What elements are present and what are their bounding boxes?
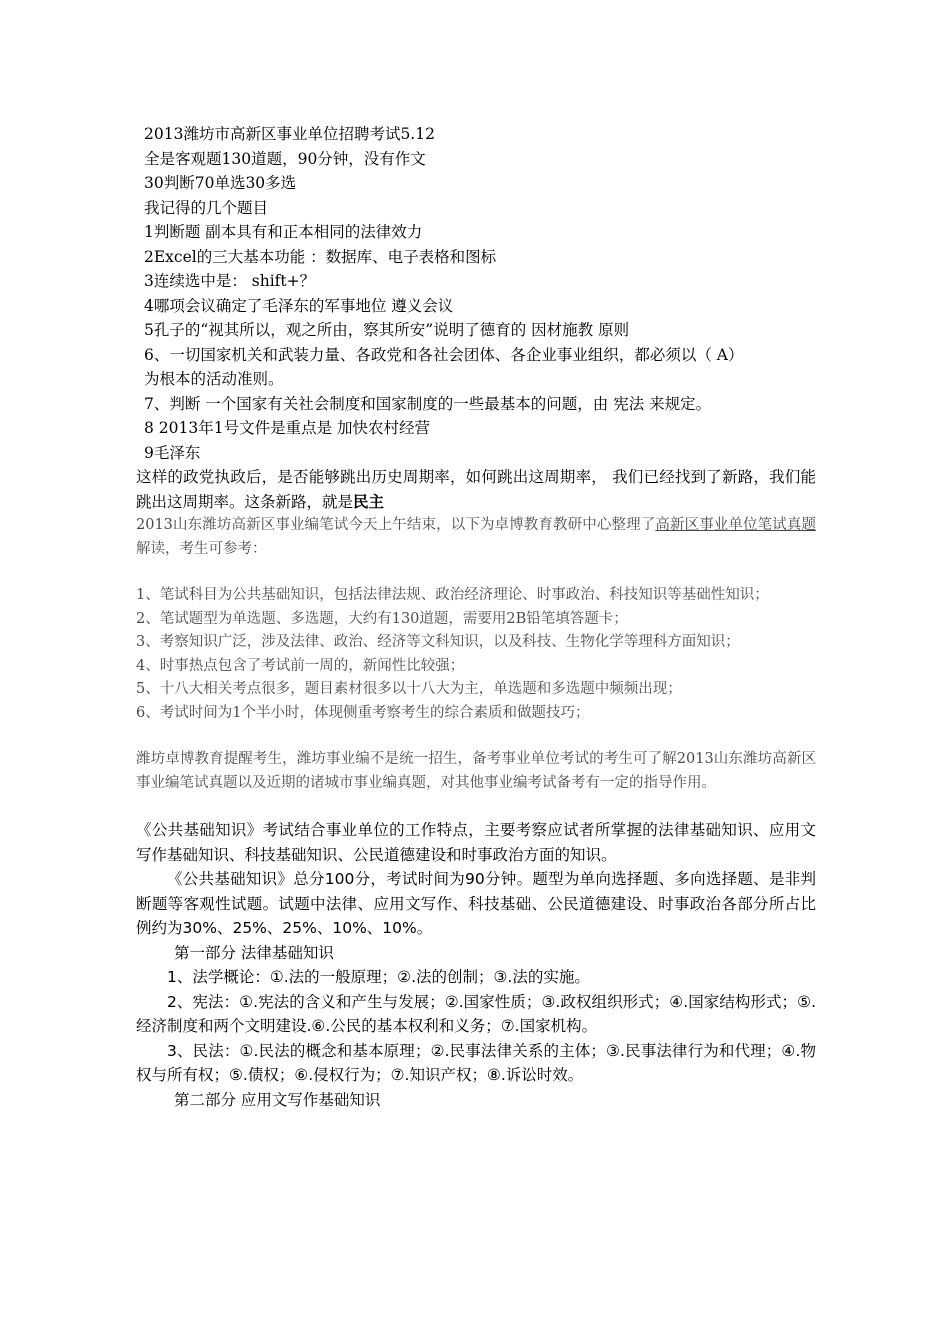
question-item: 2Excel的三大基本功能 ：数据库、电子表格和图标 (144, 247, 497, 266)
part1-title: 第一部分 法律基础知识 (174, 943, 334, 962)
syllabus-scoring: 《公共基础知识》总分100分，考试时间为90分钟。题型为单向选择题、多向选择题、是非判断题等客观性试题。试题中法律、应用文写作、科技基础、公民道德建设、时事政治各部分所占比例约为30%、25%、25%、10%、10%。 (136, 870, 816, 937)
intro-prefix: 2013山东潍坊高新区事业编笔试今天上午结束，以下为卓博教育教研中心整理了 (136, 517, 656, 533)
intro-suffix: 解读，考生可参考： (136, 540, 267, 557)
question-item-continued: 为根本的活动准则。 (144, 370, 284, 388)
question-item: 6、一切国家机关和武装力量、各政党和各社会团体、各企业事业组织，都必须以（ A） (144, 345, 744, 364)
question-item: 8 2013年1号文件是重点是 加快农村经营 (144, 419, 431, 437)
part2-title: 第二部分 应用文写作基础知识 (174, 1090, 381, 1109)
part1-item: 1、法学概论：①.法的一般原理；②.法的创制；③.法的实施。 (167, 968, 590, 986)
syllabus-intro: 《公共基础知识》考试结合事业单位的工作特点，主要考察应试者所掌握的法律基础知识、应用文写作基础知识、科技基础知识、公民道德建设和时事政治方面的知识。 (136, 821, 816, 864)
remembered-questions-heading: 我记得的几个题目 (144, 198, 269, 217)
question-item: 4哪项会议确定了毛泽东的军事地位 遵义会议 (144, 296, 454, 315)
question-item: 5孔子的“视其所以，观之所由，察其所安”说明了德育的 因材施教 原则 (144, 321, 630, 339)
point-item: 4、时事热点包含了考试前一周的，新闻性比较强； (136, 657, 465, 674)
part1-item: 2、宪法：①.宪法的含义和产生与发展；②.国家性质；③.政权组织形式；④.国家结构形式；⑤.经济制度和两个文明建设.⑥.公民的基本权利和义务；⑦.国家机构。 (136, 992, 816, 1035)
point-item: 5、十八大相关考点很多，题目素材很多以十八大为主，单选题和多选题中频频出现； (136, 681, 682, 697)
document-page (136, 122, 816, 1112)
point-item: 1、笔试科目为公共基础知识，包括法律法规、政治经济理论、时事政治、科技知识等基础性知识； (136, 587, 769, 603)
point-item: 6、考试时间为1个半小时，体现侧重考察考生的综合素质和做题技巧； (136, 704, 590, 721)
quote-text: 这样的政党执政后，是否能够跳出历史周期率，如何跳出这周期率， 我们已经找到了新路，我们能跳出这周期率。这条新路，就是 (136, 468, 816, 511)
quote-answer: 民主 (353, 491, 385, 511)
exam-format-line: 全是客观题130道题，90分钟，没有作文 (144, 149, 426, 168)
intro-paragraph (136, 514, 816, 561)
question-item: 3连续选中是： shift+？ (144, 272, 316, 290)
reminder-paragraph: 潍坊卓博教育提醒考生，潍坊事业编不是统一招生，备考事业单位考试的考生可了解2013山东潍坊高新区事业编笔试真题以及近期的诸城市事业编真题，对其他事业编考试备考有一定的指导作用。 (136, 751, 816, 791)
part1-item: 3、民法：①.民法的概念和基本原理；②.民事法律关系的主体；③.民事法律行为和代理；④.物权与所有权；⑤.债权；⑥.侵权行为；⑦.知识产权；⑧.诉讼时效。 (136, 1041, 816, 1084)
question-types-line: 30判断70单选30多选 (144, 174, 297, 192)
question-item: 9毛泽东 (144, 443, 201, 462)
question-item: 1判断题 副本具有和正本相同的法律效力 (144, 223, 423, 241)
point-item: 2、笔试题型为单选题、多选题，大约有130道题，需要用2B铅笔填答题卡； (136, 610, 628, 627)
exam-title: 2013潍坊市高新区事业单位招聘考试5.12 (144, 125, 435, 143)
quote-paragraph (136, 465, 816, 514)
point-item: 3、考察知识广泛，涉及法律、政治、经济等文科知识，以及科技、生物化学等理科方面知识； (136, 634, 740, 650)
question-item: 7、判断 一个国家有关社会制度和国家制度的一些最基本的问题，由 宪法 来规定。 (144, 394, 712, 413)
exam-analysis-link[interactable]: 高新区事业单位笔试真题 (655, 517, 817, 533)
